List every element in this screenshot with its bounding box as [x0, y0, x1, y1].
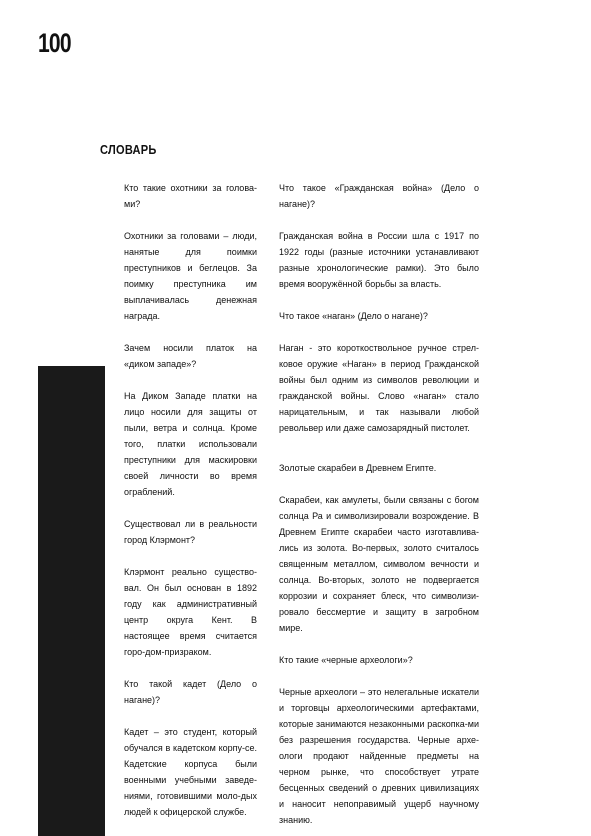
left-question-3: Существовал ли в реальности город Клэрмонт?: [124, 519, 257, 545]
left-answer-3: Клэрмонт реально существо-вал. Он был основан в 1892 году как административный центр округа Кент. В настоящее время считается горо-дом-призраком.: [124, 567, 257, 657]
right-answer-1: Гражданская война в России шла с 1917 по 1922 годы (разные источники устанавливают разные хронологические рамки). Это было время вооружённой борьбы за власть.: [279, 231, 479, 289]
left-answer-2: На Диком Западе платки на лицо носили для защиты от пыли, ветра и солнца. Кроме того, платки использовали преступники для маскировки своей личности во время ограблений.: [124, 391, 257, 497]
left-question-1: Кто такие охотники за голова-ми?: [124, 183, 257, 209]
right-answer-2: Наган - это короткоствольное ручное стрел-ковое оружие «Наган» в период Гражданской войны был одним из символов революции и гражданской войны. Слово «наган» стало нарицательным, и так называли любой револьвер или даже самозарядный пистолет.: [279, 343, 479, 433]
decorative-black-bar: [38, 366, 105, 836]
left-question-2: Зачем носили платок на «диком западе»?: [124, 343, 257, 369]
right-question-3: Золотые скарабеи в Древнем Египте.: [279, 463, 437, 473]
right-question-1: Что такое «Гражданская война» (Дело о нагане)?: [279, 183, 479, 209]
left-answer-1: Охотники за головами – люди, нанятые для поимки преступников и беглецов. За поимку преступника им выплачивалась денежная награда.: [124, 231, 257, 321]
right-column: [279, 180, 479, 828]
page-number: 100: [38, 28, 71, 58]
right-answer-4: Черные археологи – это нелегальные искатели и торговцы археологическими артефактами, которые занимаются незаконными раскопка-ми без разрешения государства. Черные архе-ологи продают найденные предметы на черном рынке, что способствует утрате бесценных сведений о древних цивилизациях и наносит непоправимый ущерб научному знанию.: [279, 687, 479, 825]
right-question-2: Что такое «наган» (Дело о нагане)?: [279, 311, 428, 321]
left-question-4: Кто такой кадет (Дело о нагане)?: [124, 679, 257, 705]
right-question-4: Кто такие «черные археологи»?: [279, 655, 413, 665]
left-answer-4: Кадет – это студент, который обучался в кадетском корпу-се. Кадетские корпуса были военными учебными заведе-ниями, готовившими моло-дых людей к офицерской службе.: [124, 727, 257, 817]
right-answer-3: Скарабеи, как амулеты, были связаны с богом солнца Ра и символизировали возрождение. В Древнем Египте скарабеи часто изготавлива-лись из золота. Во-первых, золото считалось священным металлом, символом вечности и солнца. Во-вторых, золото не подвергается коррозии и сохраняет блеск, что символизи-ровало бессмертие и защиту в загробном мире.: [279, 495, 479, 633]
section-title: СЛОВАРЬ: [100, 142, 157, 157]
left-column: [124, 180, 257, 820]
